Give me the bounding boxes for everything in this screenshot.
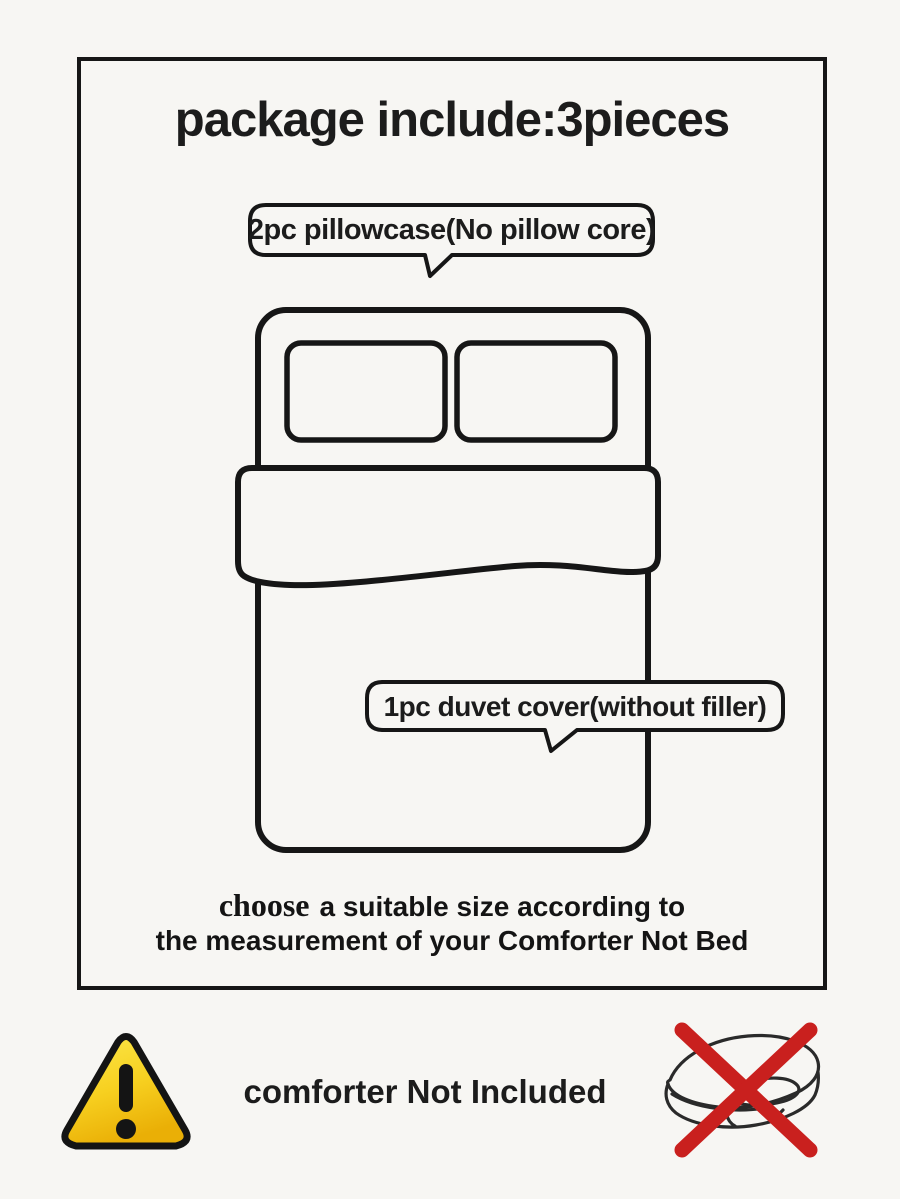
exclamation-dot (116, 1119, 136, 1139)
size-note-lead-word: choose (218, 887, 310, 923)
duvet-fold-band (238, 468, 658, 585)
callout-pillowcase-label: 2pc pillowcase(No pillow core) (247, 213, 656, 246)
callout-duvet-label: 1pc duvet cover(without filler) (383, 691, 767, 722)
crossed-out-comforter-icon (652, 1018, 836, 1166)
size-note-line1 (77, 888, 827, 924)
size-note (77, 888, 827, 958)
callout-duvet (365, 680, 785, 756)
pillow-left (287, 343, 445, 440)
exclamation-bar (119, 1064, 133, 1112)
panel-title: package include:3pieces (174, 93, 730, 147)
not-included-label: comforter Not Included (243, 1073, 607, 1110)
size-note-line1-rest: a suitable size according to (319, 891, 686, 922)
bed-illustration (160, 290, 680, 870)
callout-pillowcase (248, 203, 655, 281)
size-note-line2: the measurement of your Comforter Not Bed (155, 925, 749, 956)
pillow-right (457, 343, 615, 440)
red-x-mark (682, 1030, 810, 1150)
